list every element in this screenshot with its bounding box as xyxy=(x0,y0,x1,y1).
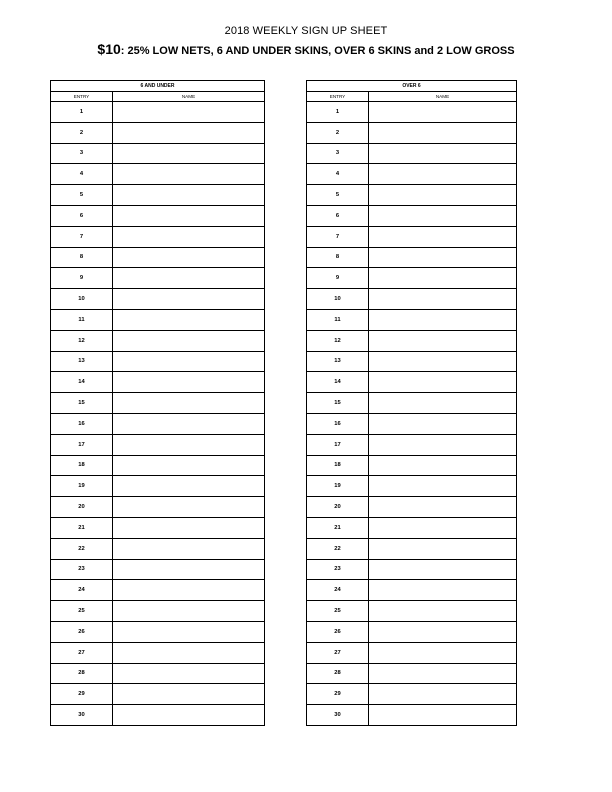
name-cell[interactable] xyxy=(369,434,517,455)
table-row xyxy=(307,185,517,206)
name-cell[interactable] xyxy=(369,143,517,164)
name-cell[interactable] xyxy=(113,642,265,663)
name-cell[interactable] xyxy=(369,601,517,622)
entry-number: 17 xyxy=(51,434,113,455)
name-cell[interactable] xyxy=(369,642,517,663)
name-cell[interactable] xyxy=(369,476,517,497)
table-row xyxy=(307,309,517,330)
name-cell[interactable] xyxy=(113,143,265,164)
entry-number: 27 xyxy=(51,642,113,663)
name-cell[interactable] xyxy=(113,351,265,372)
entry-number: 7 xyxy=(307,226,369,247)
table-row xyxy=(307,621,517,642)
table-row xyxy=(307,413,517,434)
name-cell[interactable] xyxy=(113,601,265,622)
name-cell[interactable] xyxy=(369,122,517,143)
name-cell[interactable] xyxy=(113,247,265,268)
table-row xyxy=(307,393,517,414)
name-cell[interactable] xyxy=(113,517,265,538)
entry-number: 15 xyxy=(51,393,113,414)
entry-number: 4 xyxy=(51,164,113,185)
table-row xyxy=(51,309,265,330)
name-cell[interactable] xyxy=(113,372,265,393)
table-row xyxy=(307,102,517,123)
name-cell[interactable] xyxy=(113,226,265,247)
entry-number: 11 xyxy=(51,309,113,330)
entry-number: 13 xyxy=(51,351,113,372)
entry-number: 28 xyxy=(307,663,369,684)
table-row xyxy=(307,476,517,497)
entry-number: 1 xyxy=(307,102,369,123)
entry-number: 30 xyxy=(307,705,369,726)
entry-number: 3 xyxy=(307,143,369,164)
name-cell[interactable] xyxy=(369,413,517,434)
entry-column-header: ENTRY xyxy=(307,92,369,102)
table-row xyxy=(51,476,265,497)
entry-number: 16 xyxy=(307,413,369,434)
name-cell[interactable] xyxy=(113,538,265,559)
table-row xyxy=(51,559,265,580)
table-row xyxy=(51,205,265,226)
entry-number: 20 xyxy=(51,497,113,518)
entry-number: 21 xyxy=(51,517,113,538)
name-cell[interactable] xyxy=(369,705,517,726)
table-row xyxy=(51,517,265,538)
name-cell[interactable] xyxy=(369,497,517,518)
name-cell[interactable] xyxy=(369,351,517,372)
table-row xyxy=(51,268,265,289)
name-cell[interactable] xyxy=(113,413,265,434)
table-row xyxy=(51,705,265,726)
table-row xyxy=(307,601,517,622)
payout-description: : 25% LOW NETS, 6 AND UNDER SKINS, OVER 6 SKINS and 2 LOW GROSS xyxy=(120,45,515,57)
name-cell[interactable] xyxy=(369,309,517,330)
entry-number: 25 xyxy=(51,601,113,622)
name-cell[interactable] xyxy=(113,476,265,497)
table-row xyxy=(307,705,517,726)
name-column-header: NAME xyxy=(113,92,265,102)
sheet-title: 2018 WEEKLY SIGN UP SHEET xyxy=(224,25,388,37)
table-row xyxy=(51,538,265,559)
name-cell[interactable] xyxy=(113,497,265,518)
entry-number: 3 xyxy=(51,143,113,164)
entry-number: 4 xyxy=(307,164,369,185)
name-cell[interactable] xyxy=(369,517,517,538)
entry-number: 22 xyxy=(51,538,113,559)
table-row xyxy=(307,268,517,289)
table-row xyxy=(51,434,265,455)
entry-number: 6 xyxy=(307,205,369,226)
entry-number: 27 xyxy=(307,642,369,663)
name-cell[interactable] xyxy=(113,205,265,226)
entry-fee: $10 xyxy=(97,41,121,57)
name-cell[interactable] xyxy=(113,663,265,684)
entry-number: 9 xyxy=(307,268,369,289)
entry-number: 23 xyxy=(51,559,113,580)
entry-column-header: ENTRY xyxy=(51,92,113,102)
table-row xyxy=(51,102,265,123)
table-row xyxy=(51,621,265,642)
entry-number: 26 xyxy=(51,621,113,642)
table-row xyxy=(307,517,517,538)
entry-number: 12 xyxy=(51,330,113,351)
entry-number: 23 xyxy=(307,559,369,580)
table-row xyxy=(51,226,265,247)
entry-number: 2 xyxy=(307,122,369,143)
entry-number: 14 xyxy=(51,372,113,393)
name-cell[interactable] xyxy=(369,164,517,185)
name-cell[interactable] xyxy=(113,705,265,726)
table-row xyxy=(51,642,265,663)
table-row xyxy=(51,330,265,351)
entry-number: 19 xyxy=(51,476,113,497)
name-cell[interactable] xyxy=(369,247,517,268)
name-cell[interactable] xyxy=(113,621,265,642)
group-header: OVER 6 xyxy=(307,81,517,92)
entry-number: 10 xyxy=(51,289,113,310)
entry-number: 24 xyxy=(51,580,113,601)
table-row xyxy=(307,538,517,559)
name-cell[interactable] xyxy=(369,102,517,123)
table-row xyxy=(307,559,517,580)
table-row xyxy=(307,122,517,143)
table-row xyxy=(307,580,517,601)
entry-number: 8 xyxy=(307,247,369,268)
entry-number: 15 xyxy=(307,393,369,414)
table-row xyxy=(51,122,265,143)
table-row xyxy=(51,164,265,185)
table-row xyxy=(307,372,517,393)
name-cell[interactable] xyxy=(113,102,265,123)
name-cell[interactable] xyxy=(369,455,517,476)
name-cell[interactable] xyxy=(113,393,265,414)
table-row xyxy=(307,642,517,663)
table-row xyxy=(307,143,517,164)
name-cell[interactable] xyxy=(369,684,517,705)
table-row xyxy=(51,580,265,601)
table-row xyxy=(307,434,517,455)
name-cell[interactable] xyxy=(369,185,517,206)
name-cell[interactable] xyxy=(113,164,265,185)
entry-number: 29 xyxy=(307,684,369,705)
table-row xyxy=(307,226,517,247)
entry-number: 6 xyxy=(51,205,113,226)
name-cell[interactable] xyxy=(113,434,265,455)
table-row xyxy=(307,684,517,705)
entry-number: 19 xyxy=(307,476,369,497)
entry-number: 1 xyxy=(51,102,113,123)
entry-number: 30 xyxy=(51,705,113,726)
entry-number: 5 xyxy=(51,185,113,206)
name-cell[interactable] xyxy=(113,309,265,330)
entry-number: 16 xyxy=(51,413,113,434)
entry-number: 10 xyxy=(307,289,369,310)
table-row xyxy=(51,413,265,434)
sheet-subtitle xyxy=(0,41,612,57)
table-row xyxy=(307,497,517,518)
entry-number: 8 xyxy=(51,247,113,268)
entry-number: 24 xyxy=(307,580,369,601)
table-row xyxy=(51,663,265,684)
name-cell[interactable] xyxy=(369,289,517,310)
entry-number: 12 xyxy=(307,330,369,351)
table-row xyxy=(307,455,517,476)
table-row xyxy=(307,289,517,310)
group-header: 6 AND UNDER xyxy=(51,81,265,92)
table-row xyxy=(51,393,265,414)
entry-number: 13 xyxy=(307,351,369,372)
table-row xyxy=(51,684,265,705)
table-row xyxy=(51,143,265,164)
entry-number: 17 xyxy=(307,434,369,455)
entry-number: 18 xyxy=(307,455,369,476)
table-row xyxy=(307,247,517,268)
table-row xyxy=(307,164,517,185)
name-cell[interactable] xyxy=(369,393,517,414)
name-cell[interactable] xyxy=(369,268,517,289)
name-column-header: NAME xyxy=(369,92,517,102)
name-cell[interactable] xyxy=(369,372,517,393)
table-row xyxy=(51,351,265,372)
entry-number: 7 xyxy=(51,226,113,247)
entry-number: 5 xyxy=(307,185,369,206)
table-row xyxy=(51,601,265,622)
name-cell[interactable] xyxy=(369,580,517,601)
name-cell[interactable] xyxy=(369,621,517,642)
name-cell[interactable] xyxy=(113,289,265,310)
table-row xyxy=(307,205,517,226)
entry-number: 21 xyxy=(307,517,369,538)
entry-number: 20 xyxy=(307,497,369,518)
entry-number: 28 xyxy=(51,663,113,684)
table-row xyxy=(51,185,265,206)
entry-number: 11 xyxy=(307,309,369,330)
signup-table-over-6 xyxy=(306,80,517,726)
name-cell[interactable] xyxy=(369,226,517,247)
name-cell[interactable] xyxy=(113,122,265,143)
name-cell[interactable] xyxy=(113,455,265,476)
name-cell[interactable] xyxy=(113,268,265,289)
table-row xyxy=(51,289,265,310)
entry-number: 22 xyxy=(307,538,369,559)
entry-number: 9 xyxy=(51,268,113,289)
name-cell[interactable] xyxy=(369,205,517,226)
entry-number: 18 xyxy=(51,455,113,476)
table-row xyxy=(51,455,265,476)
table-row xyxy=(51,247,265,268)
name-cell[interactable] xyxy=(369,330,517,351)
table-row xyxy=(51,372,265,393)
name-cell[interactable] xyxy=(369,559,517,580)
name-cell[interactable] xyxy=(369,538,517,559)
table-row xyxy=(307,330,517,351)
table-body xyxy=(51,102,265,726)
name-cell[interactable] xyxy=(113,684,265,705)
name-cell[interactable] xyxy=(369,663,517,684)
name-cell[interactable] xyxy=(113,559,265,580)
entry-number: 29 xyxy=(51,684,113,705)
table-row xyxy=(307,351,517,372)
signup-table-6-and-under xyxy=(50,80,265,726)
entry-number: 26 xyxy=(307,621,369,642)
table-row xyxy=(51,497,265,518)
name-cell[interactable] xyxy=(113,580,265,601)
entry-number: 14 xyxy=(307,372,369,393)
table-row xyxy=(307,663,517,684)
entry-number: 25 xyxy=(307,601,369,622)
entry-number: 2 xyxy=(51,122,113,143)
name-cell[interactable] xyxy=(113,185,265,206)
table-body xyxy=(307,102,517,726)
name-cell[interactable] xyxy=(113,330,265,351)
